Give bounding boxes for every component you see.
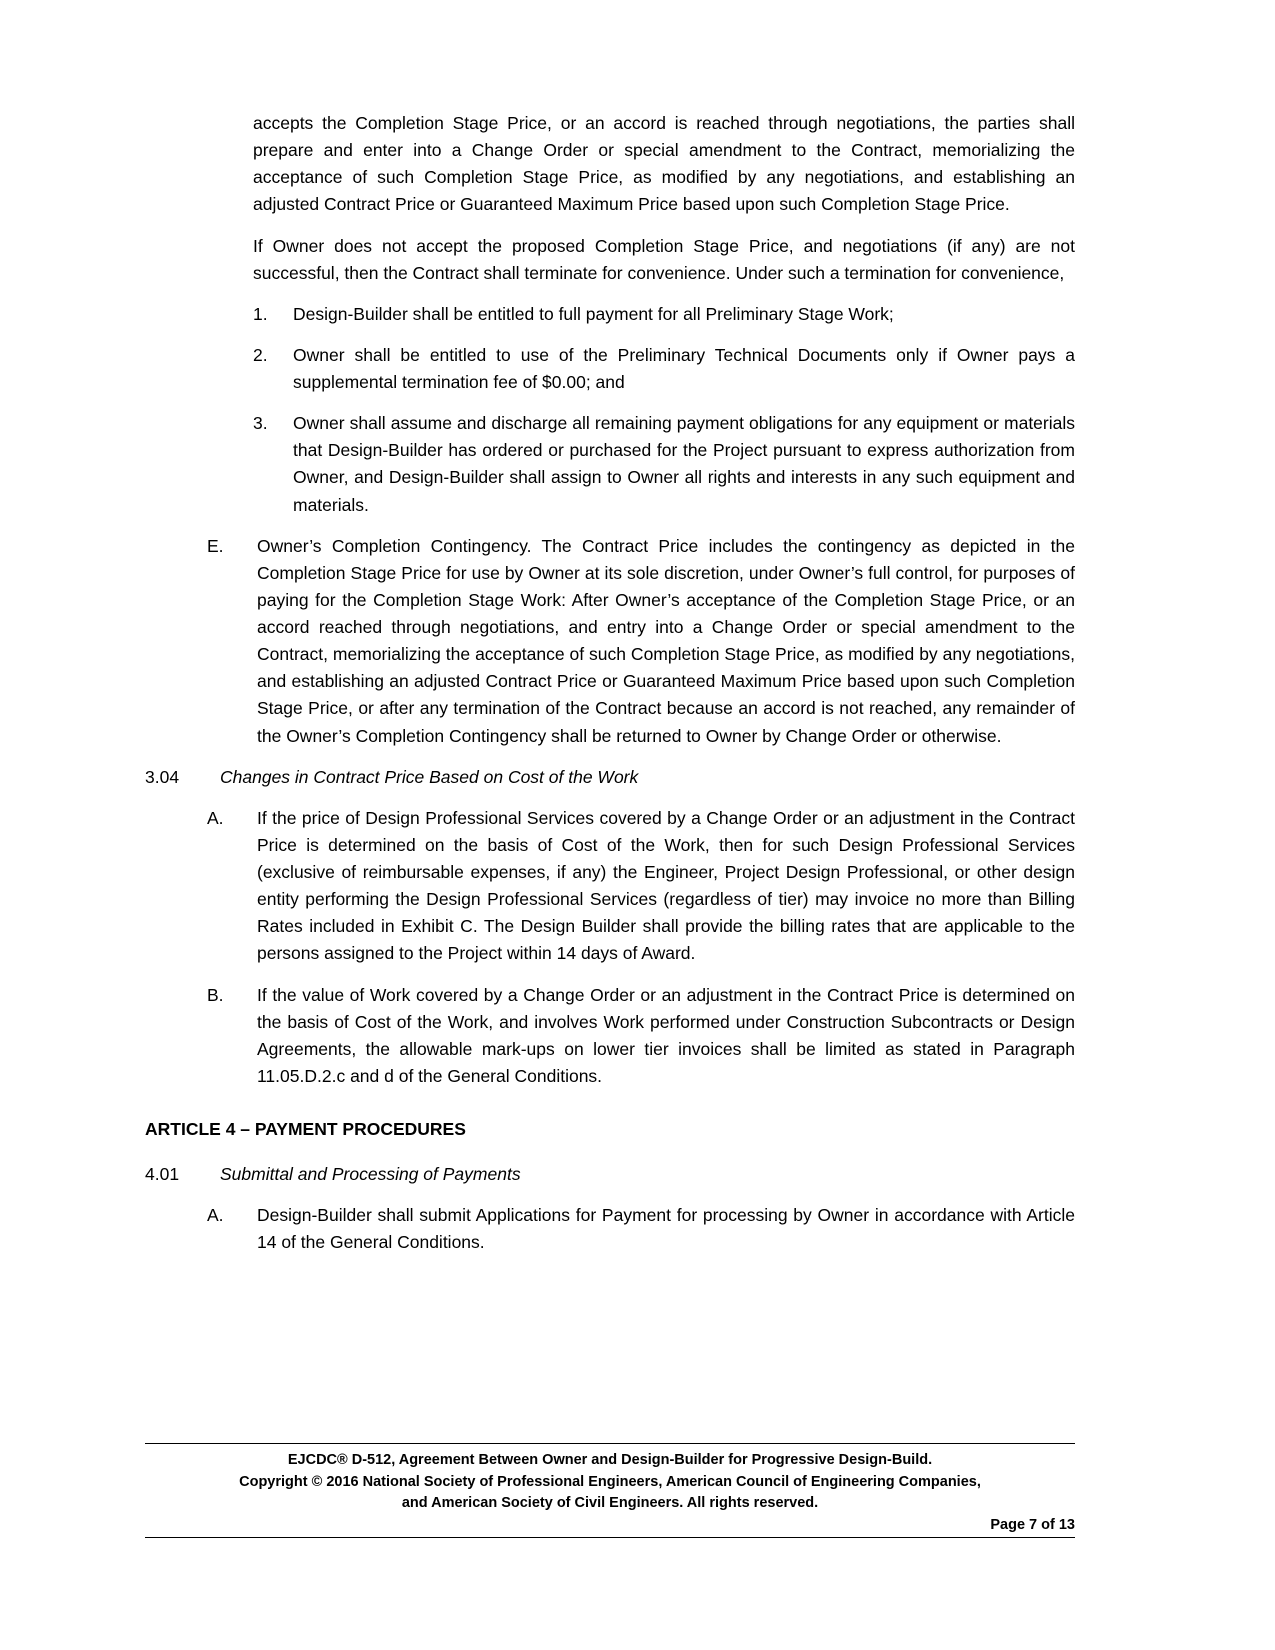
list-marker: 2. [253, 344, 268, 365]
list-item-text: Owner shall assume and discharge all remaining payment obligations for any equipment or materials that Design-Builder has ordered or purchased for the Project pursuant to express authorization from Owner, and Design-Builder shall assign to Owner all rights and interests in any such equipment and materials. [293, 413, 1075, 515]
page-number: Page 7 of 13 [990, 1517, 1075, 1533]
section-title: Changes in Contract Price Based on Cost of the Work [220, 766, 639, 787]
section-title: Submittal and Processing of Payments [220, 1164, 521, 1185]
article-4-heading: ARTICLE 4 – PAYMENT PROCEDURES [145, 1119, 466, 1139]
list-marker: A. [207, 807, 224, 828]
list-item-text: Design-Builder shall be entitled to full payment for all Preliminary Stage Work; [293, 303, 894, 324]
list-item [207, 1202, 1075, 1256]
list-item [253, 342, 1075, 396]
list-item [207, 805, 1075, 968]
footer-line-3: and American Society of Civil Engineers. All rights reserved. [401, 1495, 819, 1512]
section-number: 3.04 [145, 766, 180, 787]
page-content [145, 110, 1075, 1257]
paragraph-continued: accepts the Completion Stage Price, or an accord is reached through negotiations, the parties shall prepare and enter into a Change Order or special amendment to the Contract, memorializing the acceptance of such Completion Stage Price, as modified by any negotiations, and establishing an adjusted Contract Price or Guaranteed Maximum Price based upon such Completion Stage Price. [253, 113, 1075, 215]
list-item-text: Owner shall be entitled to use of the Preliminary Technical Documents only if Owner pays a supplemental termination fee of $0.00; and [293, 344, 1075, 392]
list-item [253, 410, 1075, 519]
list-marker: E. [207, 535, 224, 556]
footer-line-2: Copyright © 2016 National Society of Professional Engineers, American Council of Engineering Companies, [239, 1473, 981, 1490]
list-marker: 1. [253, 303, 268, 324]
paragraph-termination: If Owner does not accept the proposed Completion Stage Price, and negotiations (if any) are not successful, then the Contract shall terminate for convenience. Under such a termination for convenience, [253, 235, 1075, 283]
section-3-04 [145, 764, 1075, 791]
page-footer [145, 1443, 1075, 1538]
list-item-text: If the value of Work covered by a Change Order or an adjustment in the Contract Price is determined on the basis of Cost of the Work, and involves Work performed under Construction Subcontracts or Design Agreements, the allowable mark-ups on lower tier invoices shall be limited as stated in Paragraph 11.05.D.2.c and d of the General Conditions. [257, 984, 1075, 1086]
list-item-e [207, 533, 1075, 750]
footer-divider-top [145, 1443, 1075, 1444]
list-item-text: If the price of Design Professional Services covered by a Change Order or an adjustment in the Contract Price is determined on the basis of Cost of the Work, then for such Design Professional Services (exclusive of reimbursable expenses, if any) the Engineer, Project Design Professional, or other design entity performing the Design Professional Services (regardless of tier) may invoice no more than Billing Rates included in Exhibit C. The Design Builder shall provide the billing rates that are applicable to the persons assigned to the Project within 14 days of Award. [257, 807, 1075, 964]
section-4-01 [145, 1161, 1075, 1188]
list-item-text: Design-Builder shall submit Applications for Payment for processing by Owner in accordance with Article 14 of the General Conditions. [257, 1205, 1075, 1253]
footer-divider-bottom [145, 1537, 1075, 1538]
list-marker: B. [207, 984, 224, 1005]
list-marker: 3. [253, 413, 268, 434]
list-item [253, 301, 1075, 328]
list-item-text: Owner’s Completion Contingency. The Contract Price includes the contingency as depicted in the Completion Stage Price for use by Owner at its sole discretion, under Owner’s full control, for purposes of paying for the Completion Stage Work: After Owner’s acceptance of the Completion Stage Price, or an accord reached through negotiations, and entry into a Change Order or special amendment to the Contract, memorializing the acceptance of such Completion Stage Price, as modified by any negotiations, and establishing an adjusted Contract Price or Guaranteed Maximum Price based upon such Completion Stage Price, or after any termination of the Contract because an accord is not reached, any remainder of the Owner’s Completion Contingency shall be returned to Owner by Change Order or otherwise. [257, 535, 1075, 746]
list-item [207, 982, 1075, 1091]
section-number: 4.01 [145, 1164, 180, 1185]
footer-line-1: EJCDC® D-512, Agreement Between Owner and Design-Builder for Progressive Design-Build. [287, 1451, 933, 1468]
list-marker: A. [207, 1205, 224, 1226]
